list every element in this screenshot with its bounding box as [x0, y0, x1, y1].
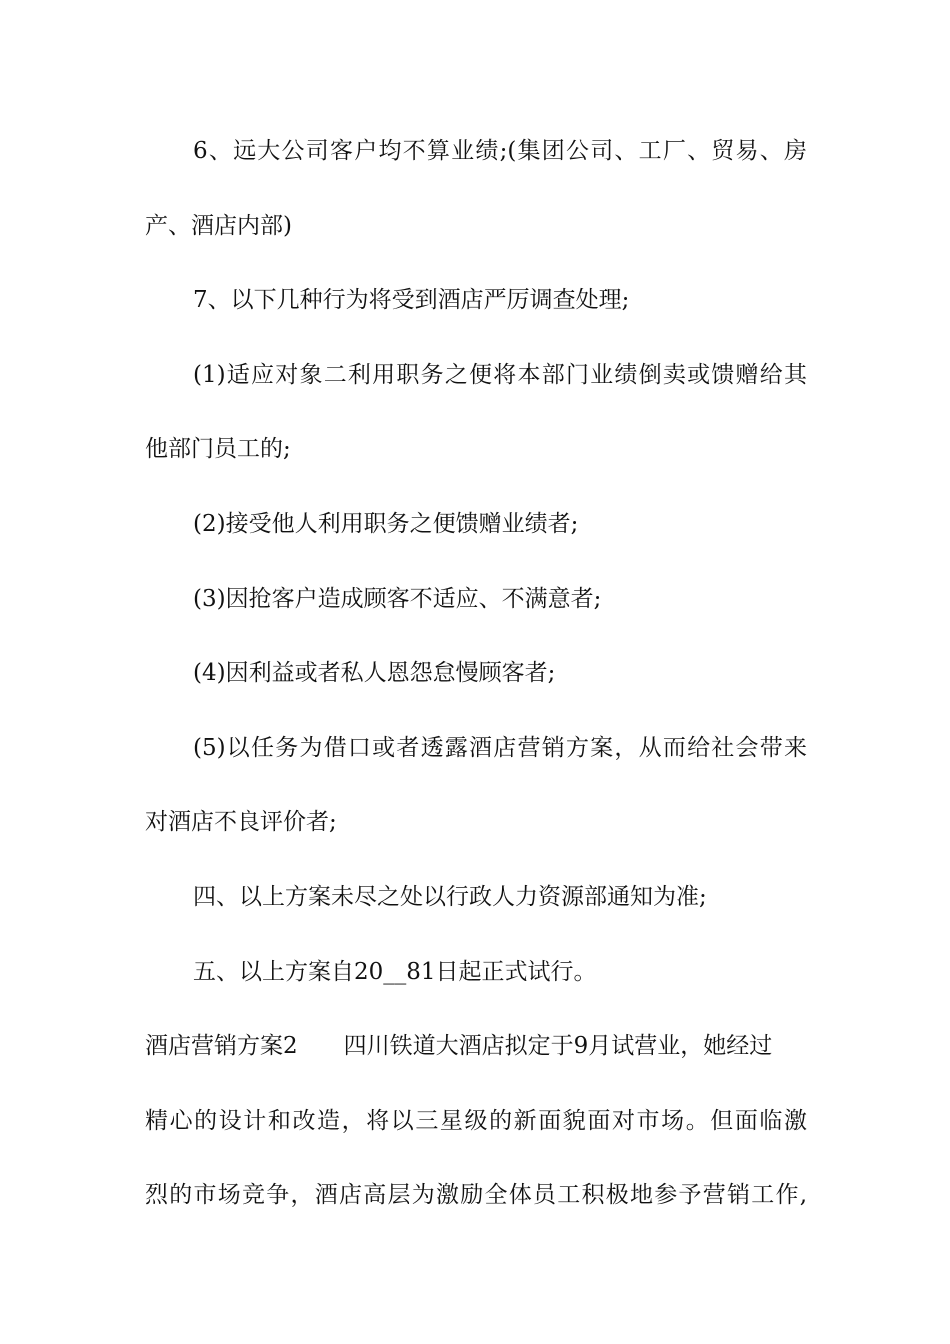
section-first-line: 四川铁道大酒店拟定于9月试营业，她经过 — [343, 1033, 773, 1060]
document-body — [145, 133, 807, 1252]
paragraph-line: 他部门员工的; — [145, 436, 291, 463]
paragraph-line: (2)接受他人利用职务之便馈赠业绩者; — [193, 510, 579, 537]
paragraph-line: 四、以上方案未尽之处以行政人力资源部通知为准; — [193, 883, 707, 910]
paragraph-line: 五、以上方案自20__81日起正式试行。 — [193, 958, 597, 985]
paragraph-line: (4)因利益或者私人恩怨怠慢顾客者; — [193, 660, 556, 687]
paragraph-line: 对酒店不良评价者; — [145, 809, 337, 836]
paragraph-line: 精心的设计和改造，将以三星级的新面貌面对市场。但面临激 — [145, 1107, 807, 1134]
paragraph-line: (5)以任务为借口或者透露酒店营销方案，从而给社会带来 — [193, 734, 807, 761]
section-heading-line — [145, 1028, 807, 1065]
section-heading: 酒店营销方案2 — [145, 1033, 298, 1060]
paragraph-line: (1)适应对象二利用职务之便将本部门业绩倒卖或馈赠给其 — [193, 361, 807, 388]
paragraph-line: 产、酒店内部) — [145, 212, 292, 239]
paragraph-line: (3)因抢客户造成顾客不适应、不满意者; — [193, 585, 602, 612]
paragraph-line: 6、远大公司客户均不算业绩;(集团公司、工厂、贸易、房 — [193, 138, 807, 164]
paragraph-line: 烈的市场竞争，酒店高层为激励全体员工积极地参予营销工作, — [145, 1182, 807, 1209]
paragraph-line: 7、以下几种行为将受到酒店严厉调查处理; — [193, 287, 630, 314]
